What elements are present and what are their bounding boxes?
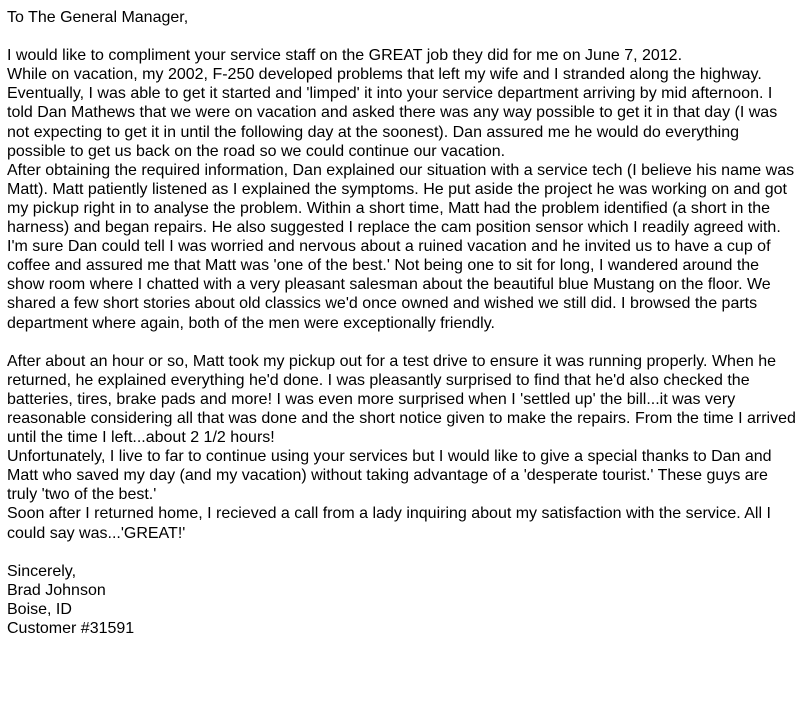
signature-location: Boise, ID: [7, 600, 72, 618]
paragraph-breakdown: While on vacation, my 2002, F-250 developed problems that left my wife and I stranded along the highway. Eventually, I was able to get it started and 'limped' it into your service department arriving by mid afternoon. I told Dan Mathews that we were on vacation and asked there was any way possible to get it in that day (I was not expecting to get it in until the following day at the soonest). Dan assured me he would do everything possible to get us back on the road so we could continue our vacation.: [7, 66, 778, 160]
signature-name: Brad Johnson: [7, 581, 106, 599]
letter-body: [7, 8, 797, 638]
paragraph-waiting: I'm sure Dan could tell I was worried and nervous about a ruined vacation and he invited us to have a cup of coffee and assured me that Matt was 'one of the best.' Not being one to sit for long, I wandered around the show room where I chatted with a very pleasant salesman about the beautiful blue Mustang on the floor. We shared a few short stories about old classics we'd once owned and wished we still did. I browsed the parts department where again, both of the men were exceptionally friendly.: [7, 238, 771, 332]
paragraph-follow-up: Soon after I returned home, I recieved a call from a lady inquiring about my satisfaction with the service. All I could say was...'GREAT!': [7, 505, 771, 542]
paragraph-compliment: I would like to compliment your service staff on the GREAT job they did for me on June 7, 2012.: [7, 47, 683, 65]
paragraph-test-drive: After about an hour or so, Matt took my pickup out for a test drive to ensure it was running properly. When he returned, he explained everything he'd done. I was pleasantly surprised to find that he'd also checked the batteries, tires, brake pads and more! I was even more surprised when I 'settled up' the bill...it was very reasonable considering all that was done and the short notice given to make the repairs. From the time I arrived until the time I left...about 2 1/2 hours!: [7, 352, 796, 447]
paragraph-service-tech: After obtaining the required information, Dan explained our situation with a service tech (I believe his name was Matt). Matt patiently listened as I explained the symptoms. He put aside the project he was working on and got my pickup right in to analyse the problem. Within a short time, Matt had the problem identified (a short in the harness) and began repairs. He also suggested I replace the cam position sensor which I readily agreed with.: [7, 161, 795, 237]
spacer: [7, 333, 797, 352]
spacer: [7, 543, 797, 562]
spacer: [7, 27, 797, 46]
paragraph-thanks: Unfortunately, I live to far to continue using your services but I would like to give a special thanks to Dan and Matt who saved my day (and my vacation) without taking advantage of a 'desperate tourist.' These guys are truly 'two of the best.': [7, 448, 772, 504]
closing: Sincerely,: [7, 562, 77, 580]
salutation: To The General Manager,: [7, 9, 189, 26]
customer-number: Customer #31591: [7, 620, 135, 637]
